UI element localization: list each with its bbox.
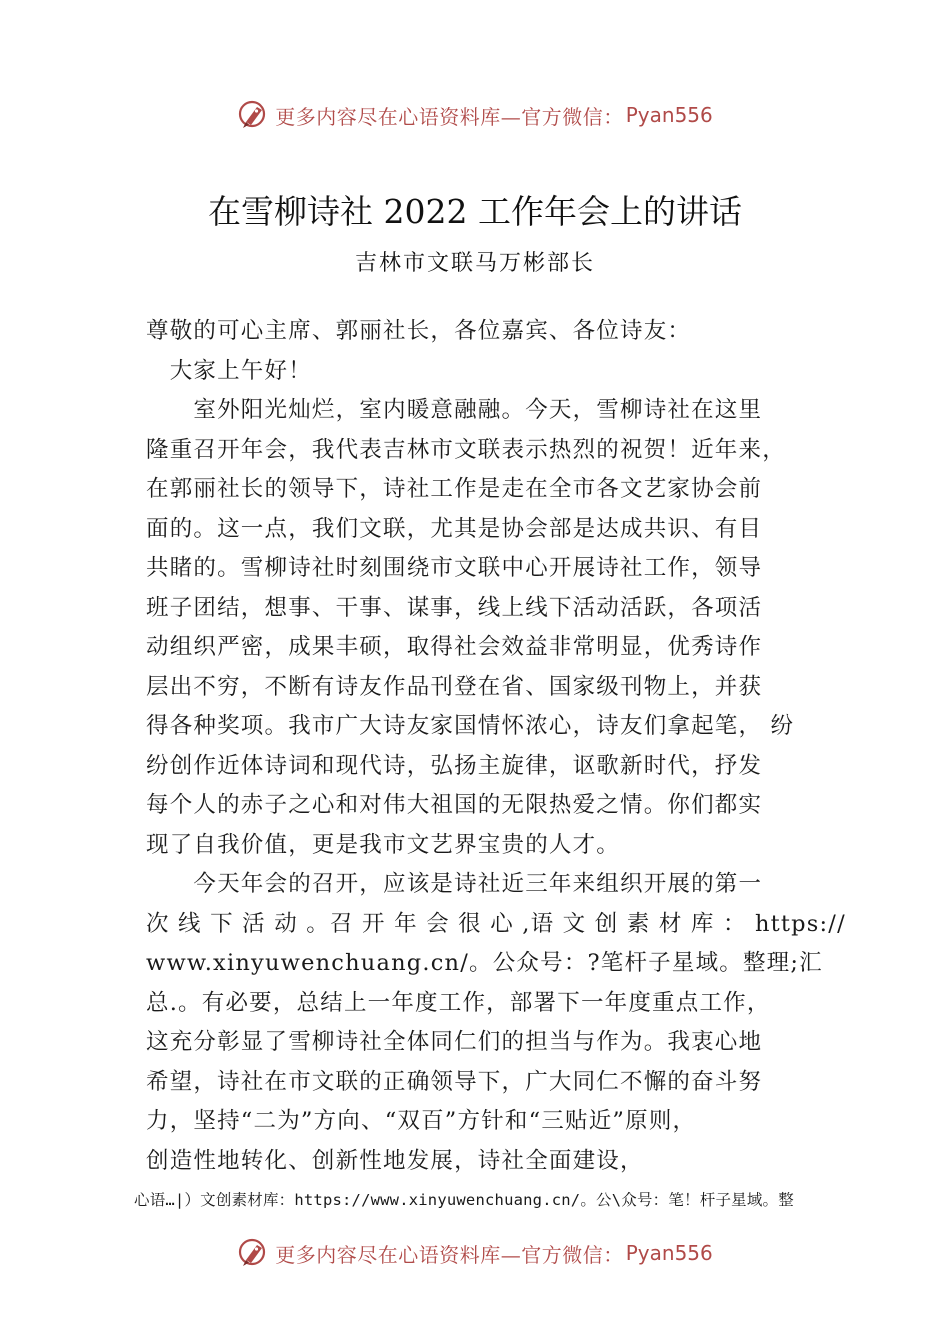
body-line: 现了自我价值，更是我市文艺界宝贵的人才。 bbox=[146, 831, 621, 858]
body-line: 班子团结，想事、干事、谋事，线上线下活动活跃，各项活 bbox=[146, 594, 763, 621]
body-line: 今天年会的召开，应该是诗社近三年来组织开展的第一 bbox=[146, 871, 763, 897]
document-body bbox=[146, 312, 846, 1181]
body-line: 得各种奖项。我市广大诗友家国情怀浓心，诗友们拿起笔， 纷 bbox=[146, 713, 795, 739]
banner-wechat-id: Pyan556 bbox=[625, 103, 713, 127]
footer-text-line: 心语…|）文创素材库：https://www.xinyuwenchuang.cn/。公\众号：笔！杆子星域。整 bbox=[134, 1191, 794, 1209]
body-line: 大家上午好！ bbox=[146, 357, 312, 384]
body-line: 次 线 下 活 动 。召 开 年 会 很 心 ,语 文 创 素 材 库 ： https:// bbox=[146, 910, 846, 937]
body-line: 每个人的赤子之心和对伟大祖国的无限热爱之情。你们都实 bbox=[146, 792, 763, 818]
body-line: 面的。这一点，我们文联，尤其是协会部是达成共识、有目 bbox=[146, 515, 763, 542]
body-line: 隆重召开年会，我代表吉林市文联表示热烈的祝贺！近年来， bbox=[146, 436, 786, 463]
body-line: 纷创作近体诗词和现代诗，弘扬主旋律，讴歌新时代，抒发 bbox=[146, 752, 763, 779]
pen-nib-logo-icon bbox=[237, 1236, 271, 1270]
body-line: 总.。有必要，总结上一年度工作，部署下一年度重点工作， bbox=[146, 989, 771, 1016]
footer-banner bbox=[0, 1233, 950, 1273]
pen-nib-logo-icon bbox=[237, 98, 271, 132]
body-line: 室外阳光灿烂，室内暖意融融。今天，雪柳诗社在这里 bbox=[146, 397, 763, 423]
body-line: www.xinyuwenchuang.cn/。公众号：?笔杆子星域。整理;汇 bbox=[146, 950, 823, 976]
banner-text: 更多内容尽在心语资料库—官方微信： bbox=[275, 1242, 624, 1267]
header-banner bbox=[0, 95, 950, 135]
body-line: 动组织严密，成果丰硕，取得社会效益非常明显，优秀诗作 bbox=[146, 634, 763, 660]
document-title: 在雪柳诗社 2022 工作年会上的讲话 bbox=[208, 192, 742, 231]
body-line: 在郭丽社长的领导下，诗社工作是走在全市各文艺家协会前 bbox=[146, 476, 763, 502]
body-line: 力，坚持“二为”方向、“双百”方针和“三贴近”原则， bbox=[146, 1108, 697, 1134]
body-line: 希望，诗社在市文联的正确领导下，广大同仁不懈的奋斗努 bbox=[146, 1068, 763, 1095]
body-line: 层出不穷，不断有诗友作品刊登在省、国家级刊物上，并获 bbox=[146, 673, 763, 700]
document-subtitle: 吉林市文联马万彬部长 bbox=[354, 251, 595, 276]
body-line: 尊敬的可心主席、郭丽社长，各位嘉宾、各位诗友： bbox=[146, 318, 692, 344]
body-line: 共睹的。雪柳诗社时刻围绕市文联中心开展诗社工作，领导 bbox=[146, 555, 763, 581]
body-line: 这充分彰显了雪柳诗社全体同仁们的担当与作为。我衷心地 bbox=[146, 1029, 763, 1055]
banner-wechat-id: Pyan556 bbox=[625, 1241, 713, 1265]
body-line: 创造性地转化、创新性地发展，诗社全面建设， bbox=[146, 1147, 644, 1174]
banner-text: 更多内容尽在心语资料库—官方微信： bbox=[275, 104, 624, 129]
